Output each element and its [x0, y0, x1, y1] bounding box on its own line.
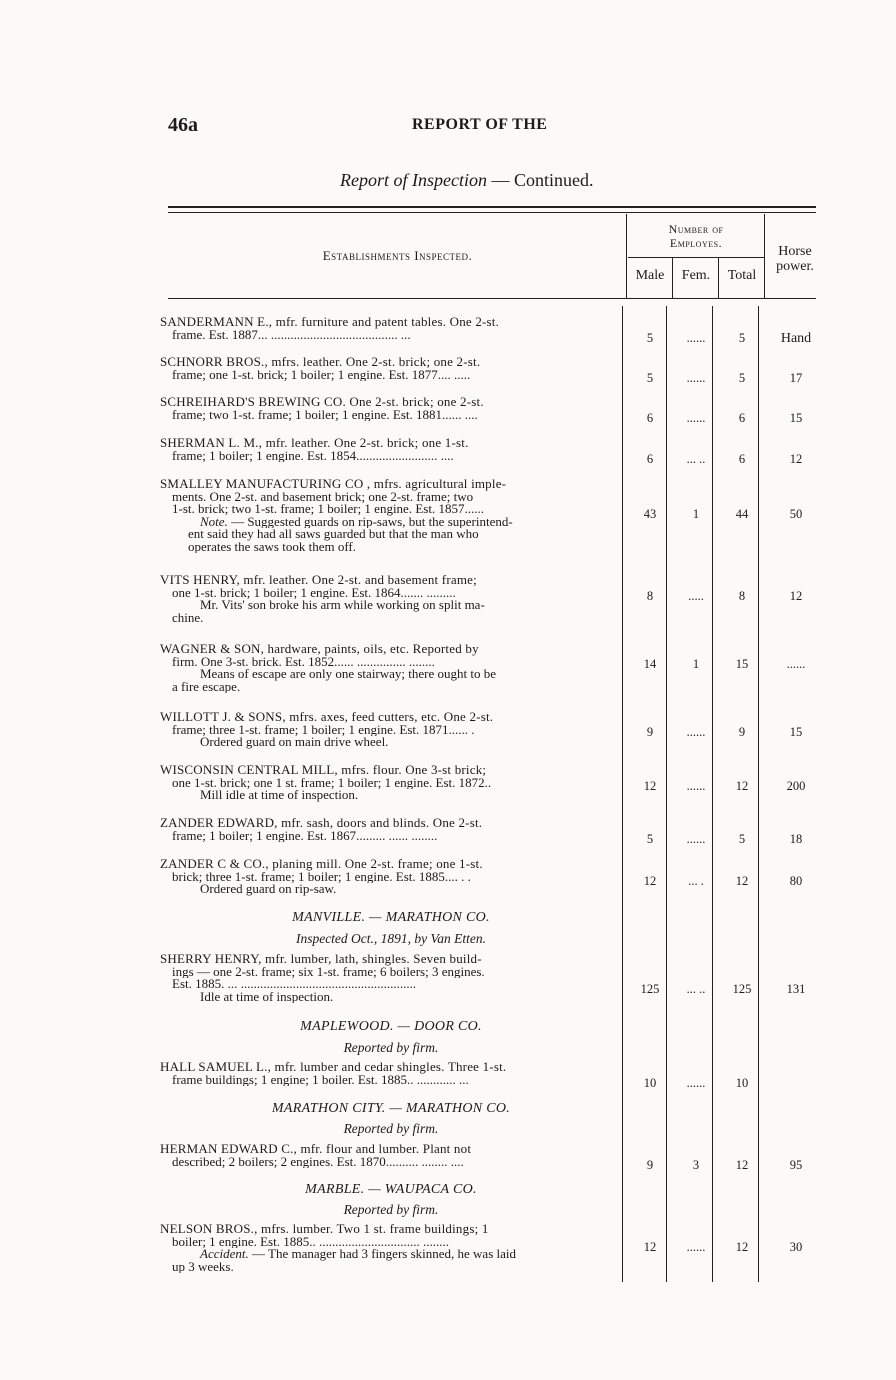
cell-total: 10: [735, 1076, 749, 1090]
cell-male: 12: [643, 779, 657, 793]
entry-line: described; 2 boilers; 2 engines. Est. 1870.......... ........ ....: [172, 1155, 464, 1168]
table-row: [160, 711, 622, 749]
cell-total: 6: [738, 411, 746, 425]
cell-male: 9: [646, 725, 654, 739]
entry-line: frame; two 1-st. frame; 1 boiler; 1 engine. Est. 1881...... ....: [172, 408, 478, 421]
entry-line: NELSON BROS., mfrs. lumber. Two 1 st. frame buildings; 1: [160, 1223, 489, 1236]
header-establishments: Establishments Inspected.: [322, 248, 473, 263]
col-divider-male: [672, 258, 673, 298]
entry-line: SCHREIHARD'S BREWING CO. One 2-st. brick; one 2-st.: [160, 396, 484, 409]
cell-fem: ......: [686, 411, 706, 425]
running-head: REPORT OF THE: [412, 116, 548, 133]
top-double-rule-1: [168, 206, 816, 208]
entry-line: boiler; 1 engine. Est. 1885.. ............................... ........: [172, 1235, 449, 1248]
cell-total: 125: [732, 982, 752, 996]
section-subheading: Inspected Oct., 1891, by Van Etten.: [295, 931, 487, 946]
cell-male: 12: [643, 874, 657, 888]
entry-line: ments. One 2-st. and basement brick; one 2-st. frame; two: [172, 490, 474, 503]
header-fem: Fem.: [681, 268, 711, 283]
entry-line: WISCONSIN CENTRAL MILL, mfrs. flour. One 3-st brick;: [160, 764, 487, 777]
table-row: [160, 1223, 622, 1273]
entry-note-line: up 3 weeks.: [172, 1260, 234, 1273]
cell-fem: .....: [688, 589, 704, 603]
cell-fem: 1: [692, 657, 700, 671]
entry-note-line: Mr. Vits' son broke his arm while working on split ma-: [200, 599, 485, 612]
entry-line: brick; three 1-st. frame; 1 boiler; 1 engine. Est. 1885.... . .: [172, 870, 471, 883]
cell-fem: ... ..: [686, 982, 706, 996]
section-place-heading: MARBLE. — WAUPACA CO.: [305, 1182, 477, 1197]
cell-total: 12: [735, 1240, 749, 1254]
cell-fem: ... .: [688, 874, 704, 888]
cell-total: 5: [738, 331, 746, 345]
entry-note-line: a fire escape.: [172, 680, 241, 693]
cell-horse-power: 15: [789, 411, 803, 425]
table-title: [340, 170, 593, 191]
cell-total: 8: [738, 589, 746, 603]
table-row: [160, 1143, 622, 1168]
entry-line: ings — one 2-st. frame; six 1-st. frame; 6 boilers; 3 engines.: [172, 965, 485, 978]
table-row: [160, 1061, 622, 1086]
cell-horse-power: 50: [789, 507, 803, 521]
section-subheading: Reported by firm.: [343, 1202, 439, 1217]
cell-horse-power: 12: [789, 589, 803, 603]
section-place-heading: MAPLEWOOD. — DOOR CO.: [300, 1019, 482, 1034]
cell-total: 12: [735, 779, 749, 793]
cell-male: 43: [643, 507, 657, 521]
entry-note-line: chine.: [172, 611, 204, 624]
cell-fem: ......: [686, 779, 706, 793]
table-title-italic: Report of Inspection: [340, 170, 487, 190]
cell-fem: ......: [686, 1240, 706, 1254]
entry-line: firm. One 3-st. brick. Est. 1852...... ............... ........: [172, 655, 435, 668]
cell-fem: ......: [686, 832, 706, 846]
cell-male: 5: [646, 371, 654, 385]
entry-note-line: [160, 1248, 622, 1261]
cell-fem: ... ..: [686, 452, 706, 466]
table-row: [160, 817, 622, 842]
cell-male: 5: [646, 331, 654, 345]
entry-line: frame; one 1-st. brick; 1 boiler; 1 engine. Est. 1877.... .....: [172, 368, 471, 381]
cell-horse-power: 17: [789, 371, 803, 385]
cell-male: 10: [643, 1076, 657, 1090]
section-subheading: Reported by firm.: [343, 1121, 439, 1136]
entry-line: SHERMAN L. M., mfr. leather. One 2-st. brick; one 1-st.: [160, 437, 469, 450]
table-row: [160, 316, 622, 341]
cell-male: 6: [646, 452, 654, 466]
cell-male: 5: [646, 832, 654, 846]
table-row: [160, 356, 622, 381]
cell-fem: 3: [692, 1158, 700, 1172]
cell-fem: ......: [686, 371, 706, 385]
entry-line: ZANDER EDWARD, mfr. sash, doors and blinds. One 2-st.: [160, 817, 483, 830]
cell-horse-power: 30: [789, 1240, 803, 1254]
note-text: — The manager had 3 fingers skinned, he was laid: [248, 1248, 517, 1261]
note-label: Accident.: [200, 1248, 249, 1261]
entry-line: VITS HENRY, mfr. leather. One 2-st. and basement frame;: [160, 574, 477, 587]
entry-line: frame; 1 boiler; 1 engine. Est. 1867......... ...... ........: [172, 829, 438, 842]
entry-line: frame buildings; 1 engine; 1 boiler. Est. 1885.. ............ ...: [172, 1073, 469, 1086]
cell-total: 5: [738, 832, 746, 846]
cell-horse-power: 131: [786, 982, 806, 996]
col-divider-establishments: [626, 214, 627, 298]
table-row: [160, 478, 622, 553]
cell-fem: ......: [686, 331, 706, 345]
note-label: Note.: [200, 515, 228, 528]
entry-line: frame. Est. 1887... ....................................... ...: [172, 328, 411, 341]
table-row: [160, 953, 622, 1003]
employes-header-rule: [628, 257, 764, 258]
cell-male: 14: [643, 657, 657, 671]
cell-horse-power: 80: [789, 874, 803, 888]
entry-line: one 1-st. brick; one 1 st. frame; 1 boiler; 1 engine. Est. 1872..: [172, 776, 492, 789]
table-row: [160, 437, 622, 462]
entry-line: SCHNORR BROS., mfrs. leather. One 2-st. brick; one 2-st.: [160, 356, 481, 369]
entry-line: HERMAN EDWARD C., mfr. flour and lumber. Plant not: [160, 1143, 472, 1156]
entry-note-line: Ordered guard on main drive wheel.: [200, 736, 389, 749]
entry-line: ZANDER C & CO., planing mill. One 2-st. frame; one 1-st.: [160, 858, 483, 871]
cell-male: 125: [640, 982, 660, 996]
cell-total: 6: [738, 452, 746, 466]
col-divider-fem: [718, 258, 719, 298]
entry-line: Est. 1885. ... ......................................................: [172, 978, 417, 991]
header-number-of-line: Number of: [668, 222, 724, 236]
header-horse-line: Horse: [778, 244, 812, 259]
section-place-heading: MANVILLE. — MARATHON CO.: [292, 910, 490, 925]
table-title-continued: — Continued.: [486, 170, 594, 190]
cell-horse-power: 12: [789, 452, 803, 466]
table-row: [160, 643, 622, 693]
note-text: — Suggested guards on rip-saws, but the superintend-: [227, 515, 513, 528]
cell-male: 12: [643, 1240, 657, 1254]
cell-horse-power: Hand: [780, 331, 812, 346]
header-employes-line: Employes.: [669, 236, 723, 250]
top-double-rule-2: [168, 212, 816, 213]
cell-total: 5: [738, 371, 746, 385]
body-divider-establishments: [622, 306, 623, 1282]
cell-male: 6: [646, 411, 654, 425]
cell-fem: 1: [692, 507, 700, 521]
cell-horse-power: 95: [789, 1158, 803, 1172]
cell-horse-power: ......: [786, 657, 806, 671]
section-subheading: Reported by firm.: [343, 1040, 439, 1055]
cell-total: 12: [735, 1158, 749, 1172]
entry-note-line: ent said they had all saws guarded but that the man who: [188, 528, 479, 541]
entry-note-line: [160, 516, 622, 529]
cell-fem: ......: [686, 725, 706, 739]
entry-note-line: Mill idle at time of inspection.: [200, 789, 359, 802]
entry-note-line: Ordered guard on rip-saw.: [200, 883, 337, 896]
cell-fem: ......: [686, 1076, 706, 1090]
entry-line: frame; three 1-st. frame; 1 boiler; 1 engine. Est. 1871...... .: [172, 723, 475, 736]
section-place-heading: MARATHON CITY. — MARATHON CO.: [271, 1101, 511, 1116]
entry-line: WAGNER & SON, hardware, paints, oils, etc. Reported by: [160, 643, 479, 656]
entry-line: frame; 1 boiler; 1 engine. Est. 1854......................... ....: [172, 449, 454, 462]
cell-total: 15: [735, 657, 749, 671]
col-divider-total: [764, 214, 765, 298]
table-row: [160, 858, 622, 896]
entry-line: SMALLEY MANUFACTURING CO , mfrs. agricultural imple-: [160, 478, 507, 491]
cell-horse-power: 18: [789, 832, 803, 846]
header-power-line: power.: [776, 259, 814, 274]
table-row: [160, 764, 622, 802]
header-bottom-rule: [168, 298, 816, 299]
header-horse-power: [766, 244, 824, 274]
cell-horse-power: 200: [786, 779, 806, 793]
entry-note-line: Means of escape are only one stairway; there ought to be: [200, 668, 497, 681]
entry-line: SANDERMANN E., mfr. furniture and patent tables. One 2-st.: [160, 316, 500, 329]
cell-horse-power: 15: [789, 725, 803, 739]
cell-total: 12: [735, 874, 749, 888]
entry-line: WILLOTT J. & SONS, mfrs. axes, feed cutters, etc. One 2-st.: [160, 711, 494, 724]
cell-male: 9: [646, 1158, 654, 1172]
entry-line: HALL SAMUEL L., mfr. lumber and cedar shingles. Three 1-st.: [160, 1061, 507, 1074]
table-row: [160, 396, 622, 421]
entry-line: 1-st. brick; two 1-st. frame; 1 boiler; 1 engine. Est. 1857......: [172, 503, 484, 516]
table-row: [160, 574, 622, 624]
entry-note-line: operates the saws took them off.: [188, 540, 356, 553]
cell-total: 9: [738, 725, 746, 739]
header-total: Total: [727, 268, 757, 283]
entry-line: SHERRY HENRY, mfr. lumber, lath, shingles. Seven build-: [160, 953, 482, 966]
cell-male: 8: [646, 589, 654, 603]
page-number: 46a: [168, 114, 198, 136]
entry-note-line: Idle at time of inspection.: [200, 990, 334, 1003]
entry-line: one 1-st. brick; 1 boiler; 1 engine. Est. 1864....... .........: [172, 586, 456, 599]
cell-total: 44: [735, 507, 749, 521]
header-male: Male: [635, 268, 665, 283]
header-number-of-employes: [628, 222, 764, 250]
